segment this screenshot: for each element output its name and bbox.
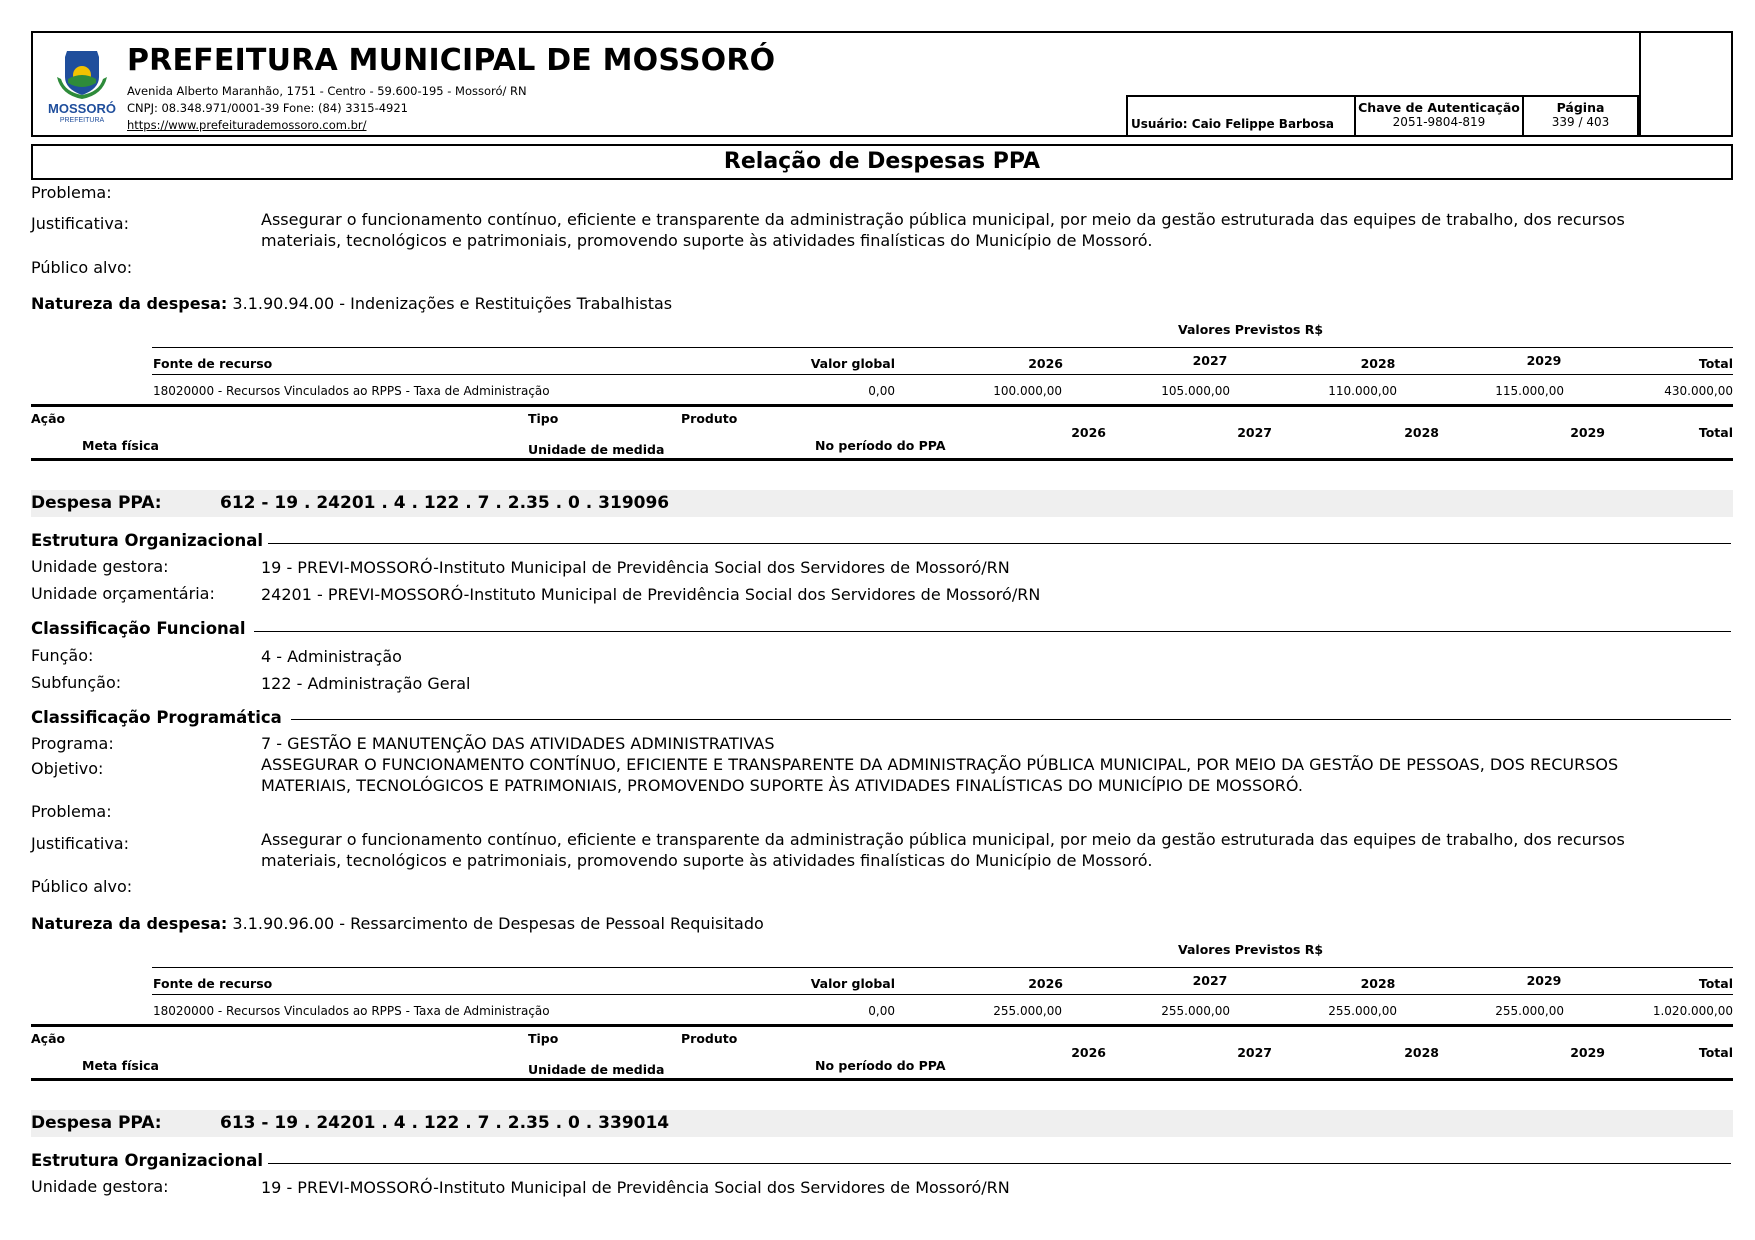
- value-2028-cell: 255.000,00: [1328, 1004, 1397, 1018]
- page-number: 339 / 403: [1551, 115, 1610, 129]
- acao-2028: 2028: [1404, 1045, 1439, 1060]
- subfuncao-label: Subfunção:: [31, 673, 122, 692]
- org-cnpj-phone: CNPJ: 08.348.971/0001-39 Fone: (84) 3315-4921: [127, 101, 408, 115]
- funcional-title: Classificação Funcional: [31, 619, 246, 638]
- auth-key-box: [1354, 95, 1522, 137]
- tipo-header: Tipo: [528, 411, 559, 426]
- periodo-header: No período do PPA: [815, 438, 946, 453]
- acao-2028: 2028: [1404, 425, 1439, 440]
- svg-text:MOSSORÓ: MOSSORÓ: [48, 101, 116, 116]
- acao-2026: 2026: [1071, 1045, 1106, 1060]
- table-rule: [31, 1078, 1733, 1081]
- value-2026-cell: 100.000,00: [993, 384, 1062, 398]
- justificativa-text: Assegurar o funcionamento contínuo, eficiente e transparente da administração pública municipal, por meio da gestão estruturada das equipes de trabalho, dos recursos materiais, tecnológicos e patrimoniais, promovendo suporte às atividades finalísticas do Município de Mossoró.: [261, 210, 1625, 250]
- objetivo-label: Objetivo:: [31, 759, 104, 778]
- natureza-despesa: [31, 293, 672, 314]
- acao-header: Ação: [31, 1031, 66, 1046]
- estrutura-title: Estrutura Organizacional: [31, 531, 264, 550]
- programa-value: 7 - GESTÃO E MANUTENÇÃO DAS ATIVIDADES ADMINISTRATIVAS: [261, 734, 775, 753]
- org-website-link[interactable]: https://www.prefeiturademossoro.com.br/: [127, 118, 367, 132]
- justificativa-label: Justificativa:: [31, 214, 129, 233]
- section-rule: [268, 1163, 1731, 1164]
- report-title: Relação de Despesas PPA: [31, 144, 1733, 180]
- value-2026-cell: 255.000,00: [993, 1004, 1062, 1018]
- publico-label: Público alvo:: [31, 877, 133, 896]
- programa-label: Programa:: [31, 734, 114, 753]
- auth-key-value: 2051-9804-819: [1392, 115, 1486, 129]
- valor-global-cell: 0,00: [868, 1004, 895, 1018]
- estrutura-title: Estrutura Organizacional: [31, 1151, 264, 1170]
- table-rule: [31, 1024, 1733, 1027]
- subfuncao-value: 122 - Administração Geral: [261, 674, 471, 693]
- justificativa-label: Justificativa:: [31, 834, 129, 853]
- col-fonte: Fonte de recurso: [153, 356, 273, 371]
- fonte-cell: 18020000 - Recursos Vinculados ao RPPS - Taxa de Administração: [153, 1004, 550, 1018]
- table-rule: [31, 404, 1733, 407]
- col-2029: 2029: [1526, 353, 1562, 368]
- col-valor-global: Valor global: [810, 356, 895, 371]
- page-box: [1522, 95, 1639, 137]
- total-cell: 1.020.000,00: [1652, 1004, 1733, 1018]
- despesa-code: 613 - 19 . 24201 . 4 . 122 . 7 . 2.35 . 0 . 339014: [220, 1113, 670, 1133]
- unidade-orcamentaria-label: Unidade orçamentária:: [31, 584, 215, 603]
- table-rule: [152, 347, 1733, 348]
- unidade-header: Unidade de medida: [528, 442, 665, 457]
- tipo-header: Tipo: [528, 1031, 559, 1046]
- produto-header: Produto: [681, 411, 738, 426]
- funcao-value: 4 - Administração: [261, 647, 402, 666]
- acao-2027: 2027: [1237, 1045, 1272, 1060]
- problema-label: Problema:: [31, 802, 112, 821]
- unidade-gestora-label: Unidade gestora:: [31, 1177, 169, 1196]
- despesa-label: Despesa PPA:: [31, 493, 162, 513]
- despesa-label: Despesa PPA:: [31, 1113, 162, 1133]
- svg-text:PREFEITURA: PREFEITURA: [59, 117, 105, 124]
- col-2027: 2027: [1192, 353, 1228, 368]
- value-2029-cell: 255.000,00: [1495, 1004, 1564, 1018]
- acao-2029: 2029: [1570, 1045, 1605, 1060]
- org-name: PREFEITURA MUNICIPAL DE MOSSORÓ: [127, 43, 776, 78]
- table-rule: [152, 994, 1733, 995]
- meta-header: Meta física: [82, 1058, 159, 1073]
- despesa-ppa-612-bar: [31, 490, 1733, 517]
- col-2028: 2028: [1360, 976, 1396, 991]
- unidade-gestora-value: 19 - PREVI-MOSSORÓ-Instituto Municipal de Previdência Social dos Servidores de Mossoró/RN: [261, 1178, 1010, 1197]
- despesa-code: 612 - 19 . 24201 . 4 . 122 . 7 . 2.35 . 0 . 319096: [220, 493, 670, 513]
- coat-of-arms-icon: [43, 47, 121, 127]
- col-2029: 2029: [1526, 973, 1562, 988]
- value-2027-cell: 105.000,00: [1161, 384, 1230, 398]
- acao-2026: 2026: [1071, 425, 1106, 440]
- col-2026: 2026: [1028, 356, 1063, 371]
- table-rule: [152, 967, 1733, 968]
- section-rule: [268, 543, 1731, 544]
- natureza-value: 3.1.90.94.00 - Indenizações e Restituições Trabalhistas: [232, 294, 673, 313]
- user-info: Usuário: Caio Felippe Barbosa: [1126, 95, 1354, 137]
- col-2027: 2027: [1192, 973, 1228, 988]
- table-rule: [152, 374, 1733, 375]
- meta-header: Meta física: [82, 438, 159, 453]
- report-header: [31, 31, 1733, 137]
- unidade-header: Unidade de medida: [528, 1062, 665, 1077]
- acao-total: Total: [1698, 1045, 1733, 1060]
- col-total: Total: [1698, 356, 1733, 371]
- section-rule: [254, 631, 1731, 632]
- value-2027-cell: 255.000,00: [1161, 1004, 1230, 1018]
- natureza-despesa: [31, 913, 764, 934]
- publico-label: Público alvo:: [31, 258, 133, 277]
- periodo-header: No período do PPA: [815, 1058, 946, 1073]
- objetivo-value: ASSEGURAR O FUNCIONAMENTO CONTÍNUO, EFICIENTE E TRANSPARENTE DA ADMINISTRAÇÃO PÚBLICA MUNICIPAL, POR MEIO DA GESTÃO DE PESSOAS, DOS RECURSOS MATERIAIS, TECNOLÓGICOS E PATRIMONIAIS, PROMOVENDO SUPORTE ÀS ATIVIDADES FINALÍSTICAS DO MUNICÍPIO DE MOSSORÓ.: [261, 755, 1619, 795]
- natureza-label: Natureza da despesa:: [31, 294, 228, 313]
- page-label: Página: [1556, 100, 1605, 115]
- natureza-label: Natureza da despesa:: [31, 914, 228, 933]
- col-2028: 2028: [1360, 356, 1396, 371]
- auth-key-label: Chave de Autenticação: [1358, 100, 1520, 115]
- acao-2027: 2027: [1237, 425, 1272, 440]
- fonte-cell: 18020000 - Recursos Vinculados ao RPPS - Taxa de Administração: [153, 384, 550, 398]
- unidade-orcamentaria-value: 24201 - PREVI-MOSSORÓ-Instituto Municipal de Previdência Social dos Servidores de Mossoró/RN: [261, 585, 1041, 604]
- funcao-label: Função:: [31, 646, 94, 665]
- value-2029-cell: 115.000,00: [1495, 384, 1564, 398]
- value-2028-cell: 110.000,00: [1328, 384, 1397, 398]
- valores-previstos-title: Valores Previstos R$: [1178, 322, 1324, 337]
- valores-previstos-title: Valores Previstos R$: [1178, 942, 1324, 957]
- col-2026: 2026: [1028, 976, 1063, 991]
- section-rule: [291, 719, 1731, 720]
- acao-header: Ação: [31, 411, 66, 426]
- total-cell: 430.000,00: [1664, 384, 1733, 398]
- acao-2029: 2029: [1570, 425, 1605, 440]
- unidade-gestora-label: Unidade gestora:: [31, 557, 169, 576]
- despesa-ppa-613-bar: [31, 1110, 1733, 1137]
- table-rule: [31, 458, 1733, 461]
- mossoro-logo: [43, 47, 121, 127]
- justificativa-text: Assegurar o funcionamento contínuo, eficiente e transparente da administração pública municipal, por meio da gestão estruturada das equipes de trabalho, dos recursos materiais, tecnológicos e patrimoniais, promovendo suporte às atividades finalísticas do Município de Mossoró.: [261, 830, 1625, 870]
- natureza-value: 3.1.90.96.00 - Ressarcimento de Despesas de Pessoal Requisitado: [232, 914, 764, 933]
- produto-header: Produto: [681, 1031, 738, 1046]
- org-address: Avenida Alberto Maranhão, 1751 - Centro - 59.600-195 - Mossoró/ RN: [127, 84, 527, 98]
- programatica-title: Classificação Programática: [31, 708, 282, 727]
- valor-global-cell: 0,00: [868, 384, 895, 398]
- unidade-gestora-value: 19 - PREVI-MOSSORÓ-Instituto Municipal de Previdência Social dos Servidores de Mossoró/RN: [261, 558, 1010, 577]
- col-fonte: Fonte de recurso: [153, 976, 273, 991]
- header-divider: [1639, 31, 1641, 137]
- problema-label: Problema:: [31, 183, 112, 202]
- acao-total: Total: [1698, 425, 1733, 440]
- col-total: Total: [1698, 976, 1733, 991]
- col-valor-global: Valor global: [810, 976, 895, 991]
